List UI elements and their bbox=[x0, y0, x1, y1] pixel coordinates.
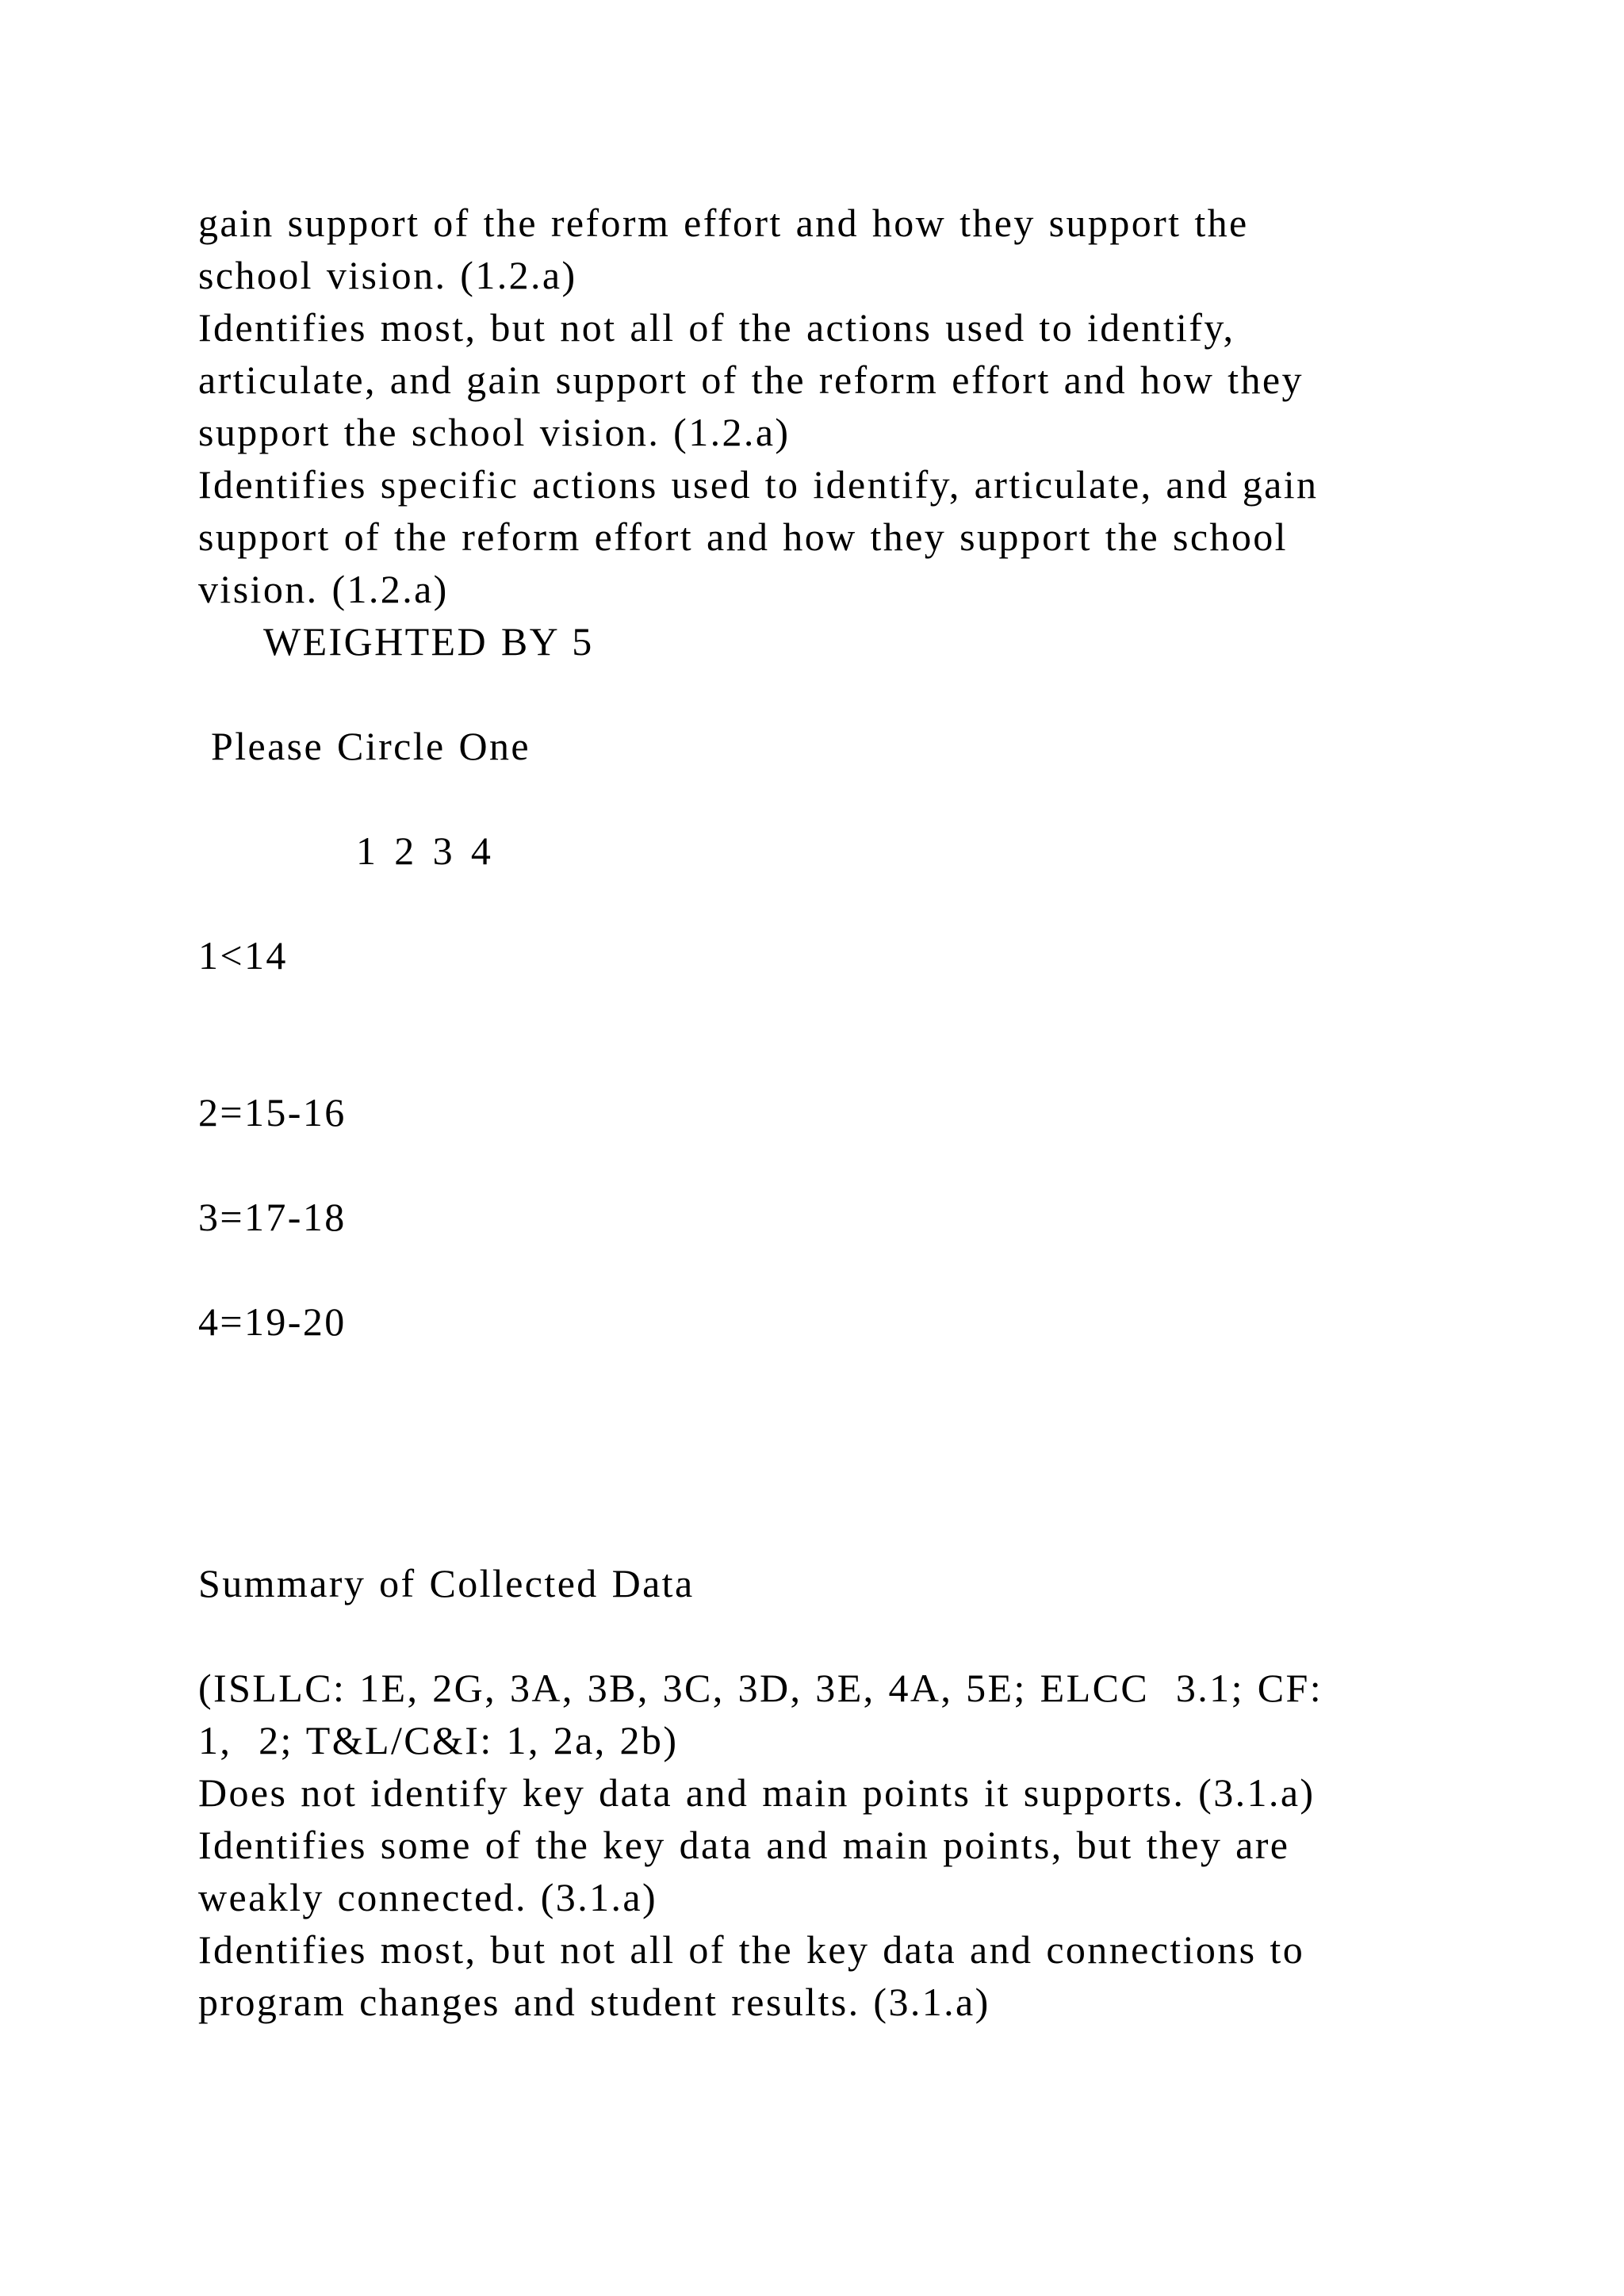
criteria-line: Identifies specific actions used to identify, articulate, and gain bbox=[198, 462, 1319, 507]
criteria-line: Does not identify key data and main points it supports. (3.1.a) bbox=[198, 1770, 1316, 1815]
scale-item: 4=19-20 bbox=[198, 1299, 347, 1344]
scale-item: 2=15-16 bbox=[198, 1090, 347, 1135]
criteria-line: support of the reform effort and how they support the school bbox=[198, 515, 1288, 559]
standards-line: (ISLLC: 1E, 2G, 3A, 3B, 3C, 3D, 3E, 4A, 5E; ELCC 3.1; CF: bbox=[198, 1666, 1323, 1710]
criteria-line: Identifies most, but not all of the key data and connections to bbox=[198, 1927, 1305, 1972]
criteria-line: Identifies some of the key data and main points, but they are bbox=[198, 1823, 1290, 1867]
section-title: Summary of Collected Data bbox=[198, 1561, 695, 1605]
criteria-line: school vision. (1.2.a) bbox=[198, 253, 577, 297]
weighted-label: WEIGHTED BY 5 bbox=[263, 619, 594, 664]
criteria-line: weakly connected. (3.1.a) bbox=[198, 1875, 658, 1919]
standards-line: 1, 2; T&L/C&I: 1, 2a, 2b) bbox=[198, 1718, 679, 1762]
scale-item: 1<14 bbox=[198, 933, 288, 978]
criteria-line: articulate, and gain support of the reform effort and how they bbox=[198, 358, 1304, 402]
scale-item: 3=17-18 bbox=[198, 1195, 347, 1239]
criteria-line: vision. (1.2.a) bbox=[198, 567, 449, 611]
criteria-line: gain support of the reform effort and how they support the bbox=[198, 201, 1249, 245]
criteria-line: Identifies most, but not all of the actions used to identify, bbox=[198, 305, 1235, 350]
criteria-line: support the school vision. (1.2.a) bbox=[198, 410, 791, 454]
circle-options: 1 2 3 4 bbox=[356, 828, 493, 873]
criteria-line: program changes and student results. (3.1.a) bbox=[198, 1980, 990, 2024]
circle-prompt: Please Circle One bbox=[211, 724, 531, 768]
